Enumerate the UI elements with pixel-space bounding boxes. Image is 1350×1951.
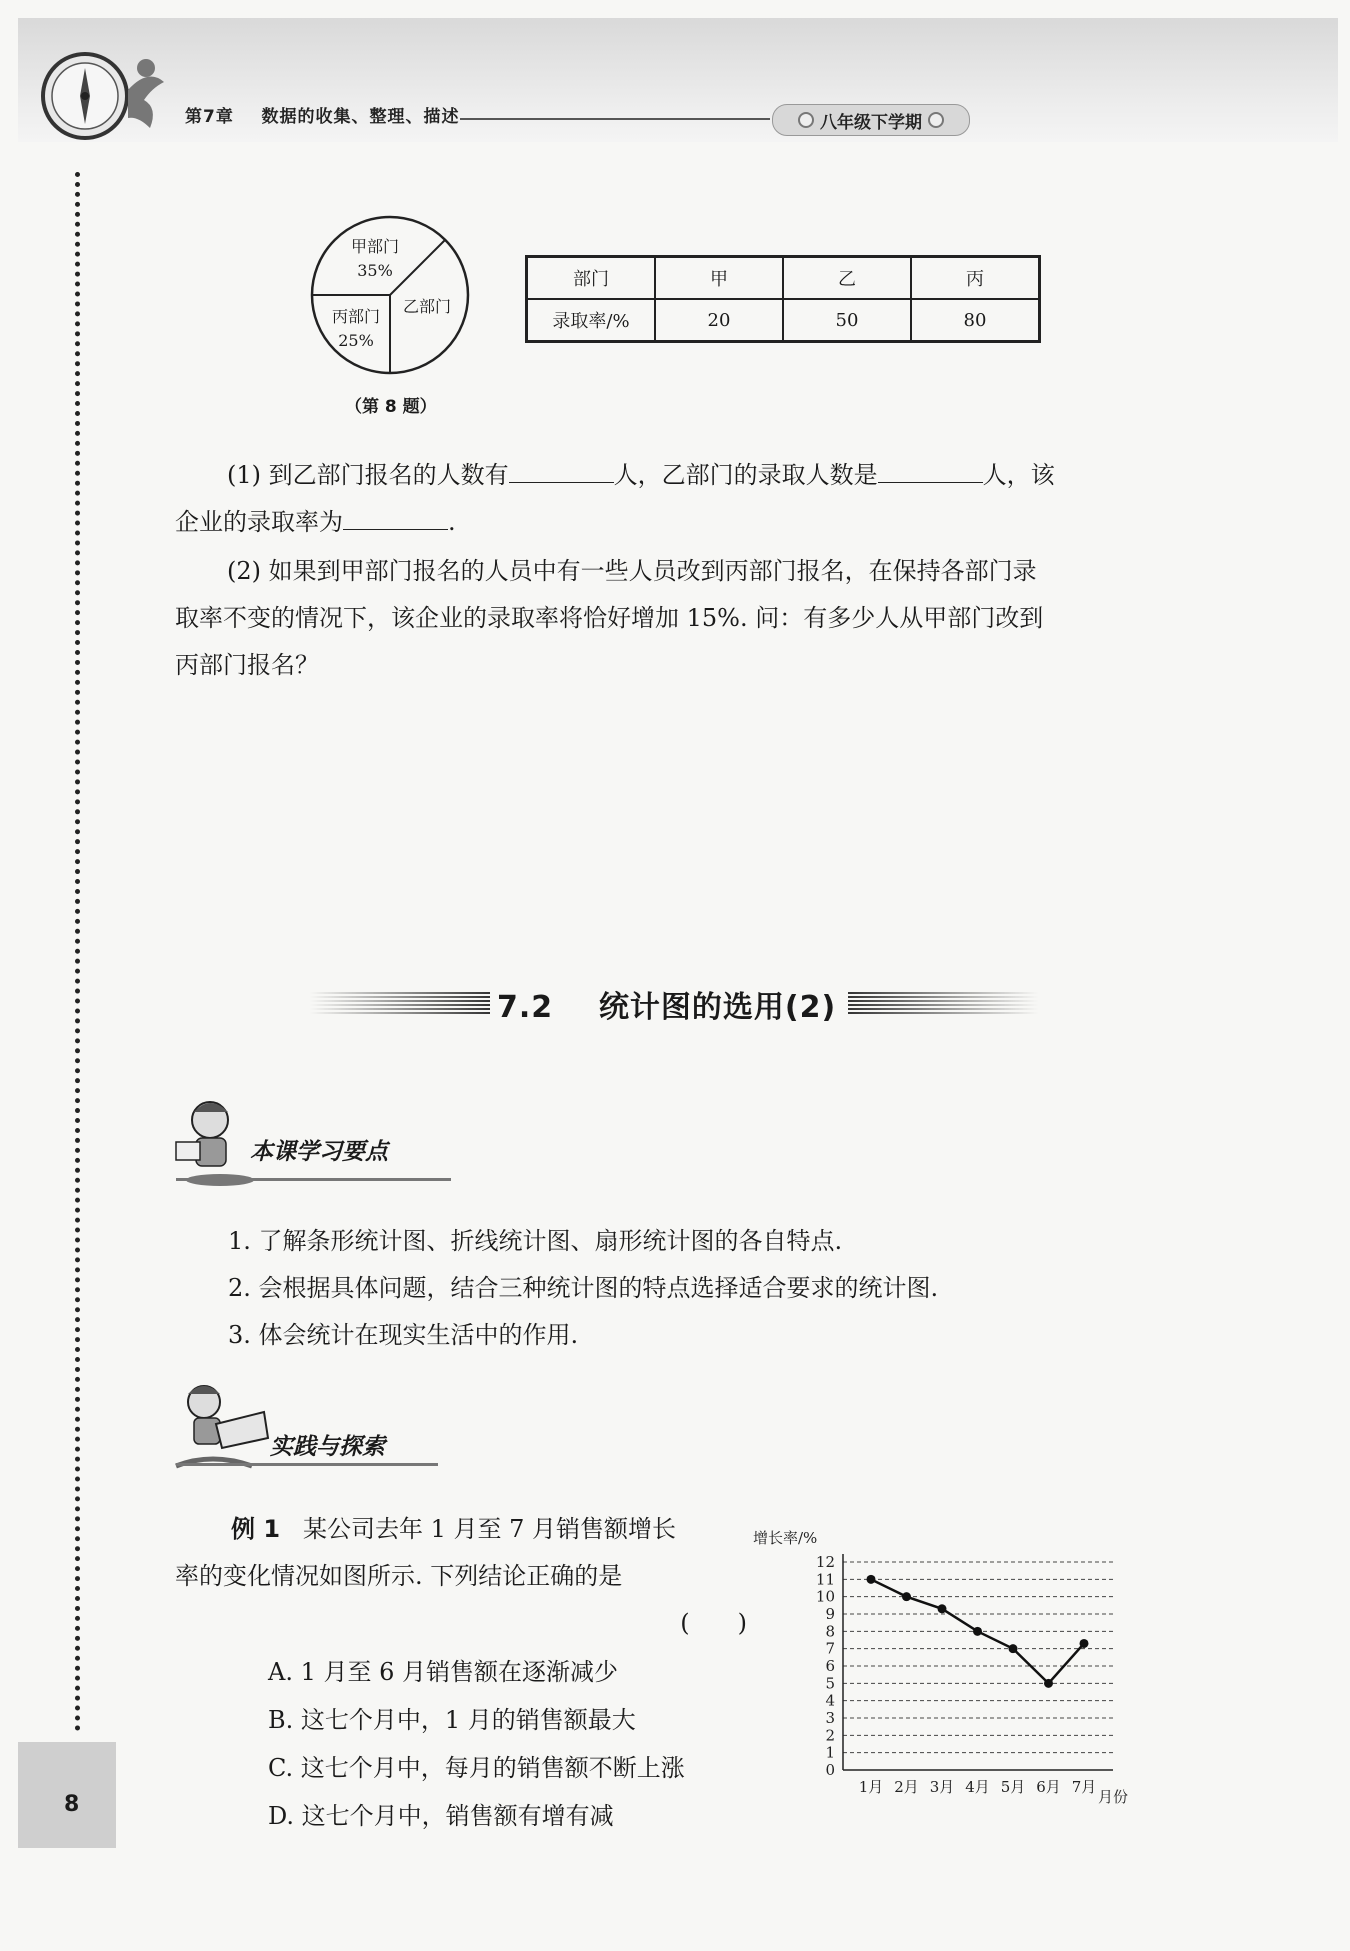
example-1-text — [175, 1506, 755, 1647]
problem-8-text — [175, 452, 1175, 689]
pie-slice-value: 25% — [338, 331, 374, 350]
example-text: 某公司去年 1 月至 7 月销售额增长 — [302, 1515, 677, 1543]
y-tick-label: 8 — [825, 1622, 835, 1641]
pie-slice-bing — [322, 304, 390, 350]
list-item: 1. 了解条形统计图、折线统计图、扇形统计图的各自特点. — [228, 1227, 843, 1255]
x-tick-label: 4月 — [965, 1778, 990, 1796]
example-line — [175, 1506, 755, 1553]
chapter-label — [185, 102, 460, 127]
student-reading-icon — [172, 1098, 254, 1190]
chapter-number: 第7章 — [185, 107, 234, 127]
section-name: 统计图的选用(2) — [598, 990, 837, 1025]
x-tick-label: 5月 — [1000, 1778, 1026, 1796]
key-points-list — [228, 1218, 938, 1359]
y-tick-label: 0 — [825, 1761, 835, 1779]
example-label: 例 1 — [231, 1515, 281, 1543]
title-stripe-left — [310, 992, 490, 1014]
data-point — [1080, 1639, 1089, 1648]
figure-caption: （第 8 题） — [345, 397, 437, 417]
table-row — [527, 299, 1040, 342]
y-tick-label: 12 — [815, 1553, 835, 1571]
table-cell: 80 — [911, 299, 1040, 342]
options-list — [268, 1648, 685, 1840]
data-point — [1009, 1644, 1018, 1653]
option-a[interactable]: A. 1 月至 6 月销售额在逐渐减少 — [268, 1658, 619, 1686]
question-2-line: 丙部门报名？ — [175, 651, 319, 679]
data-point — [938, 1604, 947, 1613]
table-header-row — [527, 257, 1040, 300]
list-item: 3. 体会统计在现实生活中的作用. — [228, 1321, 579, 1349]
answer-blank[interactable] — [343, 503, 448, 530]
y-axis-label: 增长率/% — [753, 1529, 818, 1547]
x-tick-label: 1月 — [858, 1778, 884, 1796]
banner-underline — [176, 1463, 438, 1466]
question-text: 人，乙部门的录取人数是 — [613, 461, 878, 489]
question-2: (2) 如果到甲部门报名的人员中有一些人员改到丙部门报名，在保持各部门录 — [227, 557, 1037, 585]
table-cell: 50 — [783, 299, 911, 342]
table-header-cell: 丙 — [911, 257, 1040, 300]
margin-dot-line — [75, 172, 80, 1732]
pie-slice-label: 甲部门 — [350, 237, 399, 256]
section-number: 7.2 — [497, 990, 554, 1025]
banner-underline — [176, 1178, 451, 1181]
answer-blank[interactable] — [878, 456, 983, 483]
header-rule — [460, 118, 770, 120]
y-tick-label: 5 — [825, 1674, 835, 1693]
table-cell: 20 — [655, 299, 783, 342]
table-header-cell: 甲 — [655, 257, 783, 300]
question-text: . — [448, 508, 456, 536]
question-text: 人，该 — [982, 461, 1055, 489]
y-tick-label: 7 — [825, 1639, 835, 1658]
x-tick-label: 7月 — [1071, 1778, 1097, 1796]
table-header-cell: 乙 — [783, 257, 911, 300]
question-2-line: 取率不变的情况下，该企业的录取率将恰好增加 15%. 问：有多少人从甲部门改到 — [175, 604, 1044, 632]
pie-slice-label: 乙部门 — [403, 297, 452, 316]
growth-rate-line-chart — [748, 1525, 1148, 1815]
option-b[interactable]: B. 这七个月中，1 月的销售额最大 — [268, 1706, 636, 1734]
y-tick-label: 6 — [825, 1657, 835, 1675]
grade-label: 八年级下学期 — [820, 112, 922, 133]
pie-slice-label: 丙部门 — [331, 307, 380, 326]
data-point — [973, 1627, 982, 1636]
section-title — [497, 982, 836, 1026]
x-axis-label: 月份 — [1098, 1788, 1129, 1806]
question-1 — [175, 452, 1175, 499]
compass-runner-logo — [30, 38, 180, 148]
page-number: 8 — [64, 1792, 80, 1817]
question-text: 企业的录取率为 — [175, 508, 343, 536]
example-line: 率的变化情况如图所示. 下列结论正确的是 — [175, 1562, 623, 1590]
x-tick-label: 6月 — [1036, 1778, 1061, 1796]
title-stripe-right — [848, 992, 1038, 1014]
data-point — [1044, 1679, 1053, 1688]
pie-slice-value: 35% — [357, 261, 393, 280]
table-header-cell: 部门 — [527, 257, 656, 300]
y-tick-label: 3 — [825, 1709, 835, 1727]
x-tick-label: 3月 — [929, 1778, 955, 1796]
question-text: (1) 到乙部门报名的人数有 — [227, 461, 509, 489]
table-row-label: 录取率/% — [527, 299, 656, 342]
y-tick-label: 2 — [825, 1726, 835, 1745]
practice-banner-title: 实践与探索 — [270, 1434, 385, 1460]
y-tick-label: 9 — [825, 1605, 835, 1623]
option-d[interactable]: D. 这七个月中，销售额有增有减 — [268, 1802, 614, 1830]
y-tick-label: 4 — [825, 1691, 835, 1710]
y-tick-label: 11 — [815, 1570, 835, 1589]
key-points-banner-title: 本课学习要点 — [250, 1139, 388, 1165]
chapter-title: 数据的收集、整理、描述 — [261, 107, 460, 127]
option-c[interactable]: C. 这七个月中，每月的销售额不断上涨 — [268, 1754, 685, 1782]
grade-badge — [772, 104, 970, 136]
answer-paren[interactable]: ( ) — [680, 1609, 747, 1637]
y-tick-label: 10 — [815, 1587, 835, 1606]
y-tick-label: 1 — [825, 1743, 835, 1762]
admission-rate-table — [525, 255, 1041, 343]
list-item: 2. 会根据具体问题，结合三种统计图的特点选择适合要求的统计图. — [228, 1274, 939, 1302]
answer-blank[interactable] — [509, 456, 614, 483]
pie-slice-jia — [340, 234, 410, 280]
pie-slice-yi — [403, 294, 451, 317]
x-tick-label: 2月 — [894, 1778, 919, 1796]
data-point — [867, 1575, 876, 1584]
question-1-cont — [175, 499, 1175, 546]
data-point — [902, 1592, 911, 1601]
